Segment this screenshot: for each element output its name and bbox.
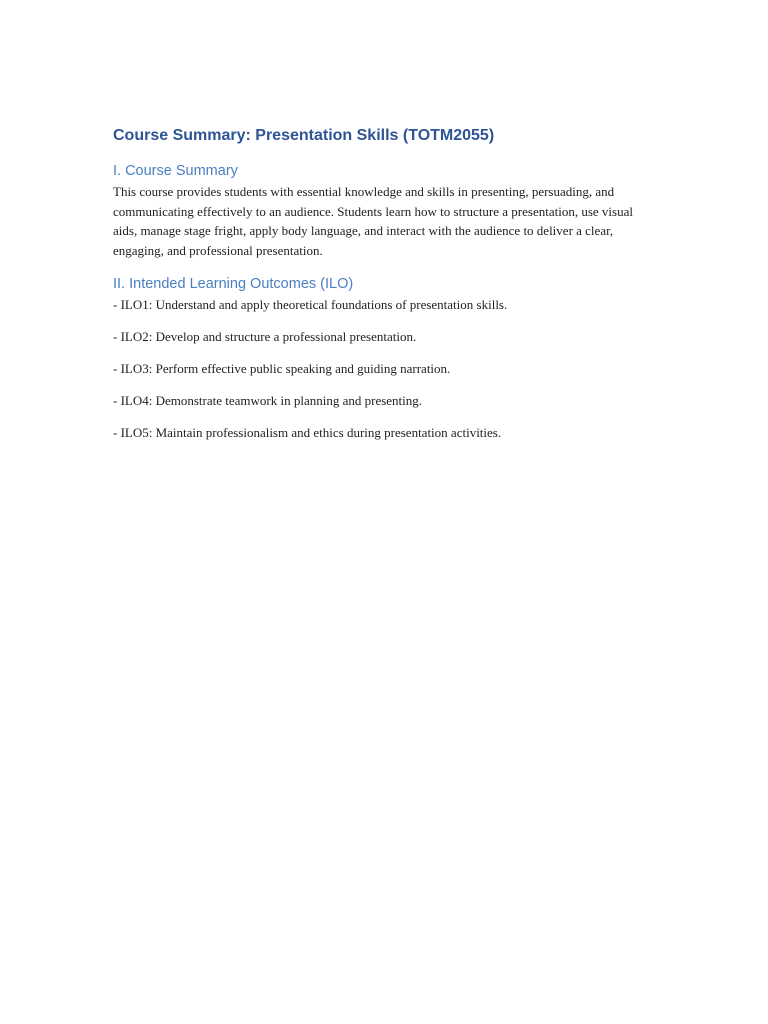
- list-item-ilo2: - ILO2: Develop and structure a professional presentation.: [113, 329, 417, 344]
- course-summary-heading: I. Course Summary: [113, 163, 238, 179]
- list-item-ilo5: - ILO5: Maintain professionalism and ethics during presentation activities.: [113, 425, 502, 440]
- document-page: [113, 124, 658, 455]
- list-item-ilo3: - ILO3: Perform effective public speaking and guiding narration.: [113, 361, 451, 376]
- learning-outcomes-list: [113, 295, 658, 443]
- learning-outcomes-heading: II. Intended Learning Outcomes (ILO): [113, 276, 354, 292]
- course-summary-paragraph: This course provides students with essential knowledge and skills in presenting, persuading, and communicating effectively to an audience. Students learn how to structure a presentation, use visual aids, manage stage fright, apply body language, and interact with the audience to deliver a clear, engaging, and professional presentation.: [113, 184, 633, 258]
- document-title: Course Summary: Presentation Skills (TOTM2055): [113, 127, 495, 144]
- list-item-ilo4: - ILO4: Demonstrate teamwork in planning and presenting.: [113, 393, 423, 408]
- list-item-ilo1: - ILO1: Understand and apply theoretical foundations of presentation skills.: [113, 297, 508, 312]
